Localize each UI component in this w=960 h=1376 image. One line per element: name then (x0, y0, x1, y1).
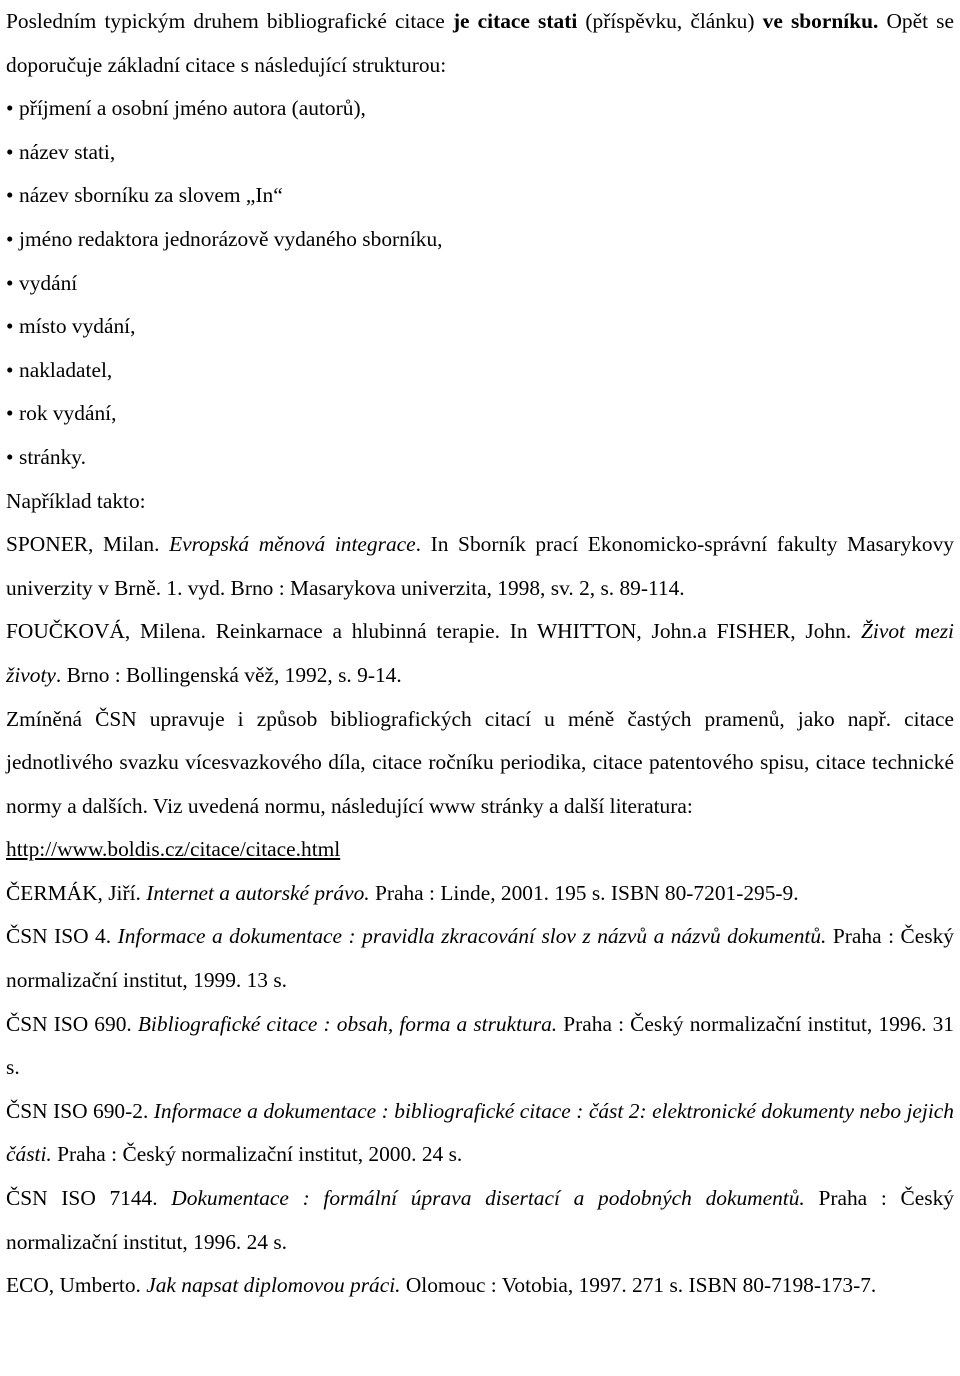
reference-item: ČSN ISO 4. Informace a dokumentace : pravidla zkracování slov z názvů a názvů dokumentů. Praha : Český normalizační institut, 1999. 13 s. (6, 924, 954, 993)
list-item (6, 436, 954, 480)
list-item-text: stránky. (19, 444, 86, 469)
intro-paragraph (6, 0, 954, 87)
list-item-text: nakladatel, (19, 357, 113, 382)
reference-item: ČSN ISO 690-2. Informace a dokumentace : bibliografické citace : část 2: elektronické dokumenty nebo jejich části. Praha : Český normalizační institut, 2000. 24 s. (6, 1098, 954, 1167)
citation-structure-list (6, 87, 954, 479)
reference-item: ECO, Umberto. Jak napsat diplomovou práci. Olomouc : Votobia, 1997. 271 s. ISBN 80-7198-173-7. (6, 1273, 877, 1298)
reference-item: ČSN ISO 690. Bibliografické citace : obsah, forma a struktura. Praha : Český normalizační institut, 1996. 31 s. (6, 1011, 955, 1080)
example-citation-2: FOUČKOVÁ, Milena. Reinkarnace a hlubinná terapie. In WHITTON, John.a FISHER, John. Život mezi životy. Brno : Bollingenská věž, 1992, s. 9-14. (6, 619, 954, 687)
example-label: Například takto: (6, 488, 146, 513)
intro-text-2: (příspěvku, článku) (577, 9, 763, 33)
list-item (6, 262, 954, 306)
list-item (6, 218, 954, 262)
list-item (6, 174, 954, 218)
bullet-icon: • (6, 139, 14, 164)
intro-text-3: Opět se doporučuje základní citace s následující strukturou: (6, 9, 954, 77)
bullet-icon: • (6, 444, 14, 469)
bullet-icon: • (6, 96, 14, 121)
link-line (6, 828, 954, 872)
reference-item: ČERMÁK, Jiří. Internet a autorské právo. Praha : Linde, 2001. 195 s. ISBN 80-7201-295-9. (6, 880, 799, 905)
example-citation-1: SPONER, Milan. Evropská měnová integrace. In Sborník prací Ekonomicko-správní fakulty Masarykovy univerzity v Brně. 1. vyd. Brno : Masarykova univerzita, 1998, sv. 2, s. 89-114. (6, 532, 954, 600)
list-item (6, 392, 954, 436)
intro-bold-2: ve sborníku. (762, 9, 879, 33)
csn-paragraph: Zmíněná ČSN upravuje i způsob bibliografických citací u méně častých pramenů, jako např. citace jednotlivého svazku vícesvazkového díla, citace ročníku periodika, citace patentového spisu, citace technické normy a dalších. Viz uvedená normu, následující www stránky a další literatura: (6, 706, 954, 818)
list-item (6, 349, 954, 393)
list-item-text: příjmení a osobní jméno autora (autorů), (19, 96, 366, 121)
intro-text-1: Posledním typickým druhem bibliografické citace (6, 9, 453, 33)
bullet-icon: • (6, 314, 14, 339)
bullet-icon: • (6, 357, 14, 382)
bullet-icon: • (6, 270, 14, 295)
bullet-icon: • (6, 401, 14, 426)
reference-item: ČSN ISO 7144. Dokumentace : formální úprava disertací a podobných dokumentů. Praha : Český normalizační institut, 1996. 24 s. (6, 1186, 954, 1254)
bullet-icon: • (6, 226, 14, 251)
list-item-text: název stati, (19, 139, 116, 164)
list-item-text: vydání (19, 270, 78, 295)
citace-link[interactable]: http://www.boldis.cz/citace/citace.html (6, 837, 341, 862)
list-item-text: místo vydání, (19, 314, 136, 339)
list-item-text: rok vydání, (19, 401, 117, 426)
intro-bold-1: je citace stati (452, 9, 578, 33)
bullet-icon: • (6, 183, 14, 208)
list-item (6, 131, 954, 175)
list-item-text: název sborníku za slovem „In“ (19, 183, 283, 208)
list-item (6, 87, 954, 131)
list-item-text: jméno redaktora jednorázově vydaného sborníku, (19, 226, 443, 251)
list-item (6, 305, 954, 349)
